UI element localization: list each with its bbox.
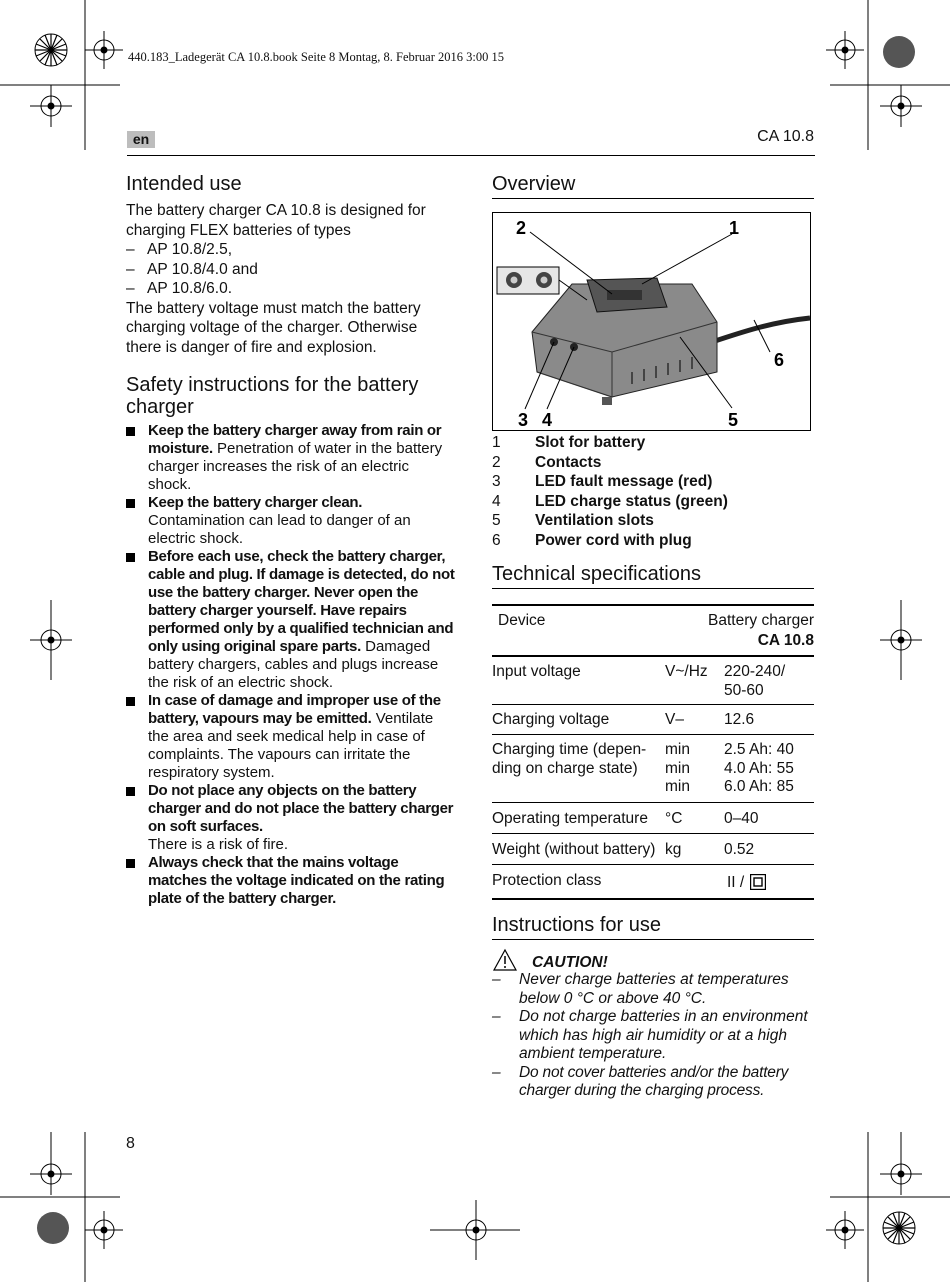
table-top-rule	[492, 604, 814, 606]
list-item: – Do not cover batteries and/or the battery charger during the charging process.	[492, 1064, 816, 1101]
language-badge: en	[127, 131, 155, 148]
callout-label: 1	[729, 218, 740, 238]
safety-item-text: Penetration of water in the battery charger increases the risk of an electric shock.	[148, 440, 443, 493]
list-item: – Do not charge batteries in an environment which has high air humidity or at a high ambient temperature.	[492, 1008, 816, 1064]
row-rule	[492, 734, 814, 735]
caution-list	[492, 971, 816, 1101]
safety-title: Safety instructions for the battery charger	[126, 374, 419, 418]
specs-title-rule	[492, 588, 814, 589]
col-header-device: Device	[498, 612, 546, 629]
safety-list	[126, 422, 456, 908]
spec-unit: V–	[665, 711, 684, 728]
spec-label: Protection class	[492, 872, 602, 889]
overview-rule	[492, 198, 814, 199]
list-item: – Never charge batteries at temperatures below 0 °C or above 40 °C.	[492, 971, 816, 1008]
safety-item-bold: In case of damage and improper use of the battery, vapours may be emitted.	[148, 692, 441, 727]
row-rule	[492, 864, 814, 865]
warning-triangle-icon	[492, 948, 518, 972]
col-header-model: CA 10.8	[757, 632, 814, 649]
spec-label: Charging voltage	[492, 711, 610, 728]
table-header-rule	[492, 655, 814, 657]
battery-types-list	[126, 240, 456, 299]
list-item	[126, 854, 456, 908]
spec-unit: kg	[665, 841, 682, 858]
page-number: 8	[126, 1135, 135, 1152]
safety-item-bold: Always check that the mains voltage matches the voltage indicated on the rating plate of the battery charger.	[148, 854, 445, 907]
safety-item-bold: Before each use, check the battery charger, cable and plug. If damage is detected, do not use the battery charger. Never open the battery charger yourself. Have repairs performed only by a qualified technician and only using original spare parts.	[148, 548, 455, 655]
spec-value: 0–40	[724, 810, 759, 827]
spec-label: Weight (without battery)	[492, 841, 656, 858]
intended-use-intro: The battery charger CA 10.8 is designed for charging FLEX batteries of types	[126, 202, 426, 239]
safety-item-bold: Do not place any objects on the battery charger and do not place the battery charger on soft surfaces.	[148, 782, 454, 835]
callout-label: 6	[774, 350, 785, 370]
intended-use-note: The battery voltage must match the battery charging voltage of the charger. Otherwise there is danger of fire and explosion.	[126, 299, 421, 356]
spec-value: II /	[727, 874, 745, 891]
instructions-title: Instructions for use	[492, 914, 661, 936]
spec-unit: °C	[665, 810, 683, 827]
specs-title: Technical specifications	[492, 563, 701, 585]
col-header-value: Battery charger	[708, 612, 814, 629]
spec-label: Input voltage	[492, 663, 581, 680]
protection-class-icon	[750, 874, 766, 890]
safety-item-bold: Keep the battery charger away from rain or moisture.	[148, 422, 442, 457]
callout-label: 5	[728, 410, 739, 430]
spec-label: Charging time (depen- ding on charge state)	[492, 741, 647, 777]
safety-item-text: Damaged battery chargers, cables and plugs increase the risk of an electric shock.	[148, 638, 439, 691]
safety-item-text: Contamination can lead to danger of an electric shock.	[148, 512, 411, 547]
spec-value: 220-240/ 50-60	[724, 663, 786, 699]
list-item: – AP 10.8/6.0.	[126, 279, 456, 299]
intended-use-title: Intended use	[126, 173, 242, 195]
spec-value: 12.6	[724, 711, 755, 728]
safety-item-text: Ventilate the area and seek medical help in case of complaints. The vapours can irritate the respiratory system.	[148, 710, 434, 781]
charger-illustration	[492, 212, 812, 432]
spec-unit: min min min	[665, 741, 690, 795]
spec-value: 2.5 Ah: 40 4.0 Ah: 55 6.0 Ah: 85	[724, 741, 794, 795]
list-item	[126, 494, 456, 548]
list-item	[126, 422, 456, 494]
callout-label: 3	[518, 410, 529, 430]
spec-unit: V~/Hz	[665, 663, 708, 680]
list-item: – AP 10.8/4.0 and	[126, 260, 456, 280]
table-bottom-rule	[492, 898, 814, 900]
list-item	[126, 782, 456, 854]
safety-item-text: There is a risk of fire.	[148, 836, 289, 853]
row-rule	[492, 802, 814, 803]
spec-label: Operating temperature	[492, 810, 648, 827]
callout-label: 2	[516, 218, 527, 238]
overview-legend: 1 Slot for battery 2 Contacts 3 LED fault message (red) 4 LED charge status (green) 5 Ventilation slots 6 Power cord with plug	[492, 434, 728, 549]
overview-title: Overview	[492, 173, 576, 195]
header-rule	[127, 155, 815, 156]
model-header: CA 10.8	[757, 128, 814, 145]
row-rule	[492, 704, 814, 705]
caution-label: CAUTION!	[532, 954, 608, 971]
book-file-header: 440.183_Ladegerät CA 10.8.book Seite 8 Montag, 8. Februar 2016 3:00 15	[128, 50, 504, 64]
callout-label: 4	[542, 410, 553, 430]
left-column	[126, 173, 456, 908]
spec-value: 0.52	[724, 841, 755, 858]
instructions-rule	[492, 939, 814, 940]
list-item	[126, 548, 456, 692]
list-item	[126, 692, 456, 782]
safety-item-bold: Keep the battery charger clean.	[148, 494, 363, 511]
row-rule	[492, 833, 814, 834]
list-item: – AP 10.8/2.5,	[126, 240, 456, 260]
